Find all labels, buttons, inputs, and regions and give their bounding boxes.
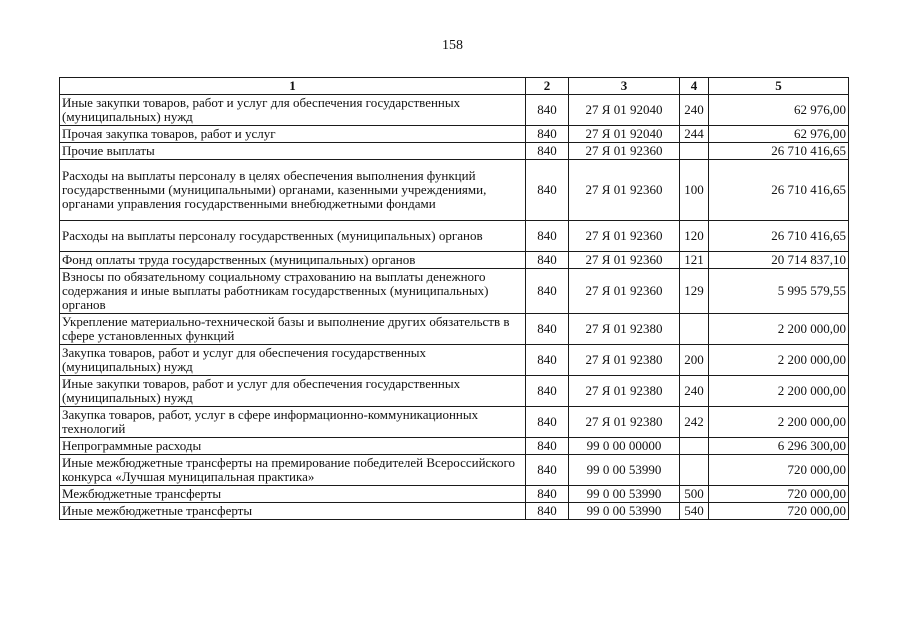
row-vr: 242 [680,407,709,438]
row-sum: 2 200 000,00 [709,376,849,407]
row-csr: 27 Я 01 92380 [569,345,680,376]
row-csr: 27 Я 01 92040 [569,126,680,143]
column-header: 3 [569,78,680,95]
row-vr: 240 [680,95,709,126]
row-csr: 27 Я 01 92040 [569,95,680,126]
row-vr [680,314,709,345]
row-csr: 27 Я 01 92360 [569,160,680,221]
row-name: Иные закупки товаров, работ и услуг для обеспечения государственных (муниципальных) нужд [60,376,526,407]
table-row [60,221,849,252]
row-csr: 99 0 00 00000 [569,438,680,455]
table-row [60,160,849,221]
row-csr: 99 0 00 53990 [569,486,680,503]
row-sum: 26 710 416,65 [709,221,849,252]
row-vr [680,455,709,486]
row-csr: 99 0 00 53990 [569,455,680,486]
row-name: Иные межбюджетные трансферты [60,503,526,520]
column-header: 1 [60,78,526,95]
row-vr: 121 [680,252,709,269]
row-gr: 840 [526,455,569,486]
row-csr: 99 0 00 53990 [569,503,680,520]
row-sum: 6 296 300,00 [709,438,849,455]
row-sum: 62 976,00 [709,95,849,126]
row-name: Фонд оплаты труда государственных (муниципальных) органов [60,252,526,269]
row-gr: 840 [526,95,569,126]
row-gr: 840 [526,438,569,455]
row-gr: 840 [526,269,569,314]
row-name: Иные закупки товаров, работ и услуг для обеспечения государственных (муниципальных) нужд [60,95,526,126]
row-sum: 720 000,00 [709,486,849,503]
row-sum: 2 200 000,00 [709,314,849,345]
column-header: 2 [526,78,569,95]
row-gr: 840 [526,503,569,520]
table-row [60,407,849,438]
row-name: Межбюджетные трансферты [60,486,526,503]
row-csr: 27 Я 01 92380 [569,407,680,438]
table-row [60,486,849,503]
row-sum: 2 200 000,00 [709,407,849,438]
row-name: Прочие выплаты [60,143,526,160]
table-row [60,269,849,314]
row-vr: 500 [680,486,709,503]
row-name: Расходы на выплаты персоналу в целях обеспечения выполнения функций государственными (муниципальными) органами, казенными учреждениями, органами управления государственными внебюджетными фондами [60,160,526,221]
budget-table [59,77,849,520]
row-sum: 26 710 416,65 [709,143,849,160]
row-vr: 129 [680,269,709,314]
row-csr: 27 Я 01 92380 [569,314,680,345]
row-vr [680,143,709,160]
row-gr: 840 [526,160,569,221]
page-number: 158 [442,38,463,53]
row-gr: 840 [526,221,569,252]
row-name: Расходы на выплаты персоналу государственных (муниципальных) органов [60,221,526,252]
row-sum: 5 995 579,55 [709,269,849,314]
table-row [60,503,849,520]
row-gr: 840 [526,407,569,438]
row-sum: 2 200 000,00 [709,345,849,376]
table-row [60,252,849,269]
table-row [60,126,849,143]
row-name: Закупка товаров, работ и услуг для обеспечения государственных (муниципальных) нужд [60,345,526,376]
table-row [60,143,849,160]
row-vr: 240 [680,376,709,407]
row-vr: 540 [680,503,709,520]
table-row [60,314,849,345]
row-gr: 840 [526,126,569,143]
row-gr: 840 [526,143,569,160]
row-gr: 840 [526,486,569,503]
table-row [60,376,849,407]
header-row [60,78,849,95]
row-sum: 26 710 416,65 [709,160,849,221]
row-csr: 27 Я 01 92380 [569,376,680,407]
row-sum: 720 000,00 [709,455,849,486]
column-header: 4 [680,78,709,95]
row-sum: 720 000,00 [709,503,849,520]
table-row [60,438,849,455]
table-row [60,345,849,376]
row-name: Прочая закупка товаров, работ и услуг [60,126,526,143]
row-vr: 200 [680,345,709,376]
row-vr: 244 [680,126,709,143]
row-gr: 840 [526,376,569,407]
row-sum: 62 976,00 [709,126,849,143]
row-gr: 840 [526,345,569,376]
row-csr: 27 Я 01 92360 [569,221,680,252]
row-vr: 120 [680,221,709,252]
row-gr: 840 [526,252,569,269]
row-name: Взносы по обязательному социальному страхованию на выплаты денежного содержания и иные выплаты работникам государственных (муниципальных) органов [60,269,526,314]
table-row [60,95,849,126]
row-vr: 100 [680,160,709,221]
row-name: Закупка товаров, работ, услуг в сфере информационно-коммуникационных технологий [60,407,526,438]
row-vr [680,438,709,455]
row-name: Иные межбюджетные трансферты на премирование победителей Всероссийского конкурса «Лучшая муниципальная практика» [60,455,526,486]
row-name: Укрепление материально-технической базы и выполнение других обязательств в сфере установленных функций [60,314,526,345]
row-sum: 20 714 837,10 [709,252,849,269]
row-csr: 27 Я 01 92360 [569,252,680,269]
row-name: Непрограммные расходы [60,438,526,455]
table-row [60,455,849,486]
row-csr: 27 Я 01 92360 [569,269,680,314]
row-csr: 27 Я 01 92360 [569,143,680,160]
row-gr: 840 [526,314,569,345]
column-header: 5 [709,78,849,95]
